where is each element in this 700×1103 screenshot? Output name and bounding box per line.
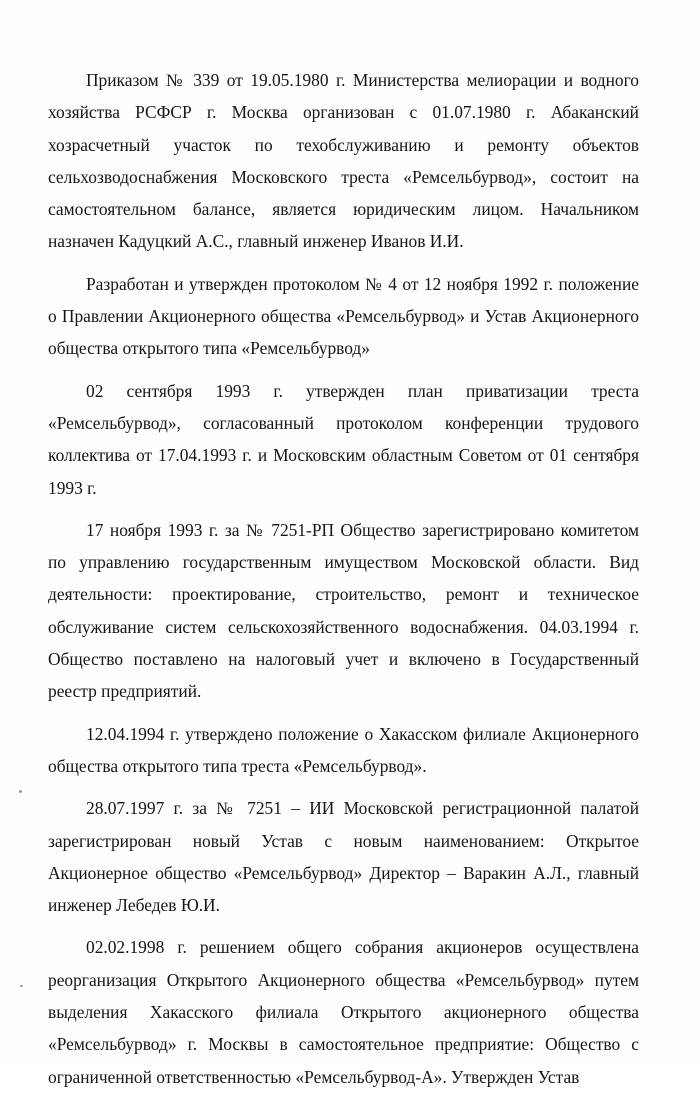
scan-speck	[19, 790, 22, 793]
paragraph-5: 12.04.1994 г. утверждено положение о Хакасском филиале Акционерного общества открытого типа треста «Ремсельбурвод».	[48, 723, 639, 776]
scan-speck	[20, 985, 23, 987]
paragraph-3: 02 сентября 1993 г. утвержден план приватизации треста «Ремсельбурвод», согласованный протоколом конференции трудового коллектива от 17.04.1993 г. и Московским областным Советом от 01 сентября 1993 г.	[48, 380, 639, 498]
paragraph-4: 17 ноября 1993 г. за № 7251-РП Общество зарегистрировано комитетом по управлению государственным имуществом Московской области. Вид деятельности: проектирование, строительство, ремонт и техническое обслуживание систем сельскохозяйственного водоснабжения. 04.03.1994 г. Общество поставлено на налоговый учет и включено в Государственный реестр предприятий.	[48, 519, 639, 702]
paragraph-6: 28.07.1997 г. за № 7251 – ИИ Московской регистрационной палатой зарегистрирован новый Устав с новым наименованием: Открытое Акционерное общество «Ремсельбурвод» Директор – Варакин А.Л., главный инженер Лебедев Ю.И.	[48, 798, 639, 916]
paragraph-2: Разработан и утвержден протоколом № 4 от 12 ноября 1992 г. положение о Правлении Акционерного общества «Ремсельбурвод» и Устав Акционерного общества открытого типа «Ремсельбурвод»	[48, 273, 639, 359]
document-body	[48, 64, 639, 1103]
paragraph-7: 02.02.1998 г. решением общего собрания акционеров осуществлена реорганизация Открытого Акционерного общества «Ремсельбурвод» путем выделения Хакасского филиала Открытого акционерного общества «Ремсельбурвод» г. Москвы в самостоятельное предприятие: Общество с ограниченной ответственностью «Ремсельбурвод-А». Утвержден Устав	[48, 937, 639, 1087]
paragraph-1: Приказом № 339 от 19.05.1980 г. Министерства мелиорации и водного хозяйства РСФСР г. Москва организован с 01.07.1980 г. Абаканский хозрасчетный участок по техобслуживанию и ремонту объектов сельхозводоснабжения Московского треста «Ремсельбурвод», состоит на самостоятельном балансе, является юридическим лицом. Начальником назначен Кадуцкий А.С., главный инженер Иванов И.И.	[48, 70, 639, 252]
